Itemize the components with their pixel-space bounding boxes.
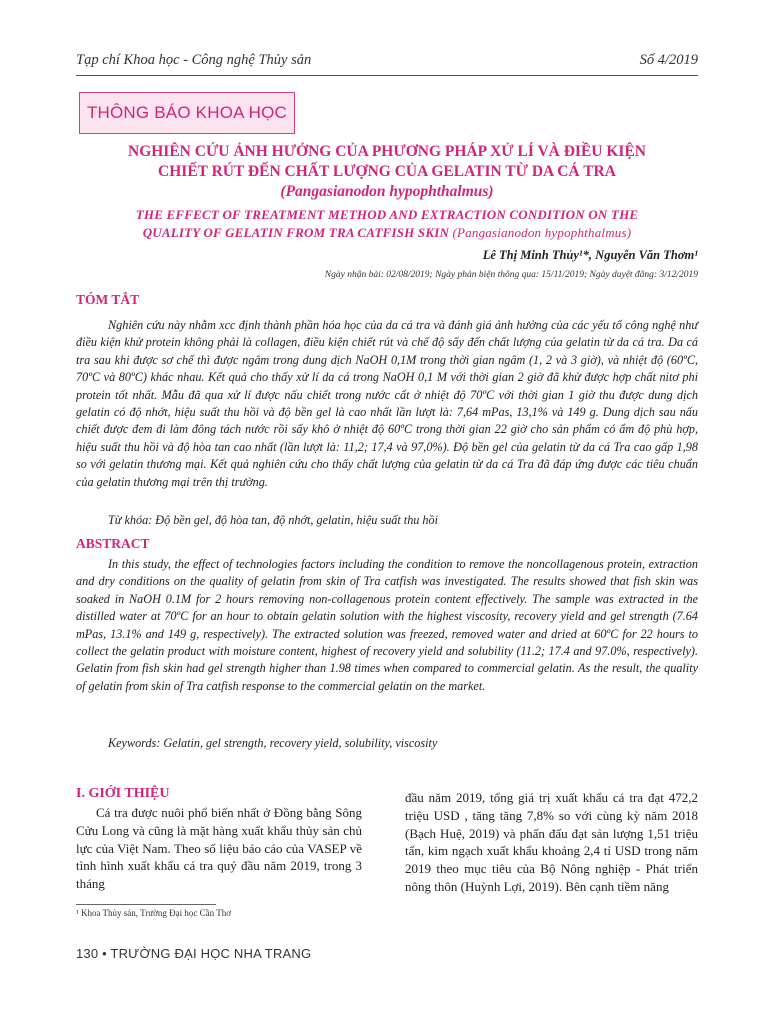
section-label-box bbox=[79, 92, 295, 134]
abstract-vn-text: Nghiên cứu này nhằm xcc định thành phần hóa học của da cá tra và đánh giá ảnh hưởng của các yếu tố công nghệ như điều kiện khử protein không phải là collagen, điều kiện chiết rút và chế độ sấy đến chất lượng của gelatin từ da cá tra. Da cá tra sau khi được sơ chế thì được ngâm trong dung dịch NaOH 0,1M trong thời gian ngâm (1, 2 và 3 giờ), và nhiệt độ (60ºC, 70ºC và 80ºC) khác nhau. Kết quả cho thấy xử lí da cá trong NaOH 0,1 M với thời gian 2 giờ đã khử được hợp chất nitơ phi protein tốt nhất. Mẫu đã qua xử lí được nấu chiết trong nước cất ở nhiệt độ 70ºC với thời gian 1 giờ thu được dung dịch gelatin có độ nhớt, hiệu suất thu hồi và độ bền gel là cao nhất lần lượt là: 7,64 mPas, 13,1% và 149 g. Dung dịch sau nấu chiết được đem đi làm đông tách nước rồi sấy khô ở nhiệt độ 60ºC trong thời gian 22 giờ cho sản phẩm có ẩm độ phù hợp, hiệu suất thu hồi và độ hòa tan cao nhất (lần lượt là: 11,2; 17,4 và 97,0%). Độ bền gel của gelatin từ da cá Tra cao gấp 1,98 so với gelatin thương mại. Kết quả nghiên cứu cho thấy chất lượng của gelatin từ da cá Tra đã đáp ứng được các tiêu chuẩn của gelatin thương mại trên thị trường. bbox=[76, 318, 698, 489]
vn-title-line-1: NGHIÊN CỨU ẢNH HƯỞNG CỦA PHƯƠNG PHÁP XỬ LÍ VÀ ĐIỀU KIỆN bbox=[128, 143, 646, 160]
en-title-species: (Pangasianodon hypophthalmus) bbox=[452, 225, 632, 240]
header-divider bbox=[76, 75, 698, 76]
vietnamese-title bbox=[76, 142, 698, 202]
abstract-vn-heading: TÓM TẮT bbox=[76, 292, 140, 307]
submission-dates: Ngày nhận bài: 02/08/2019; Ngày phản biện thông qua: 15/11/2019; Ngày duyệt đăng: 3/12/2019 bbox=[324, 270, 698, 280]
english-title bbox=[76, 206, 698, 242]
abstract-en-heading: ABSTRACT bbox=[76, 536, 150, 551]
running-header bbox=[76, 52, 698, 74]
page-footer: 130 • TRƯỜNG ĐẠI HỌC NHA TRANG bbox=[76, 946, 312, 961]
abstract-en-text: In this study, the effect of technologies factors including the condition to remove the noncollagenous protein, extraction and dry conditions on the quality of gelatin from skin of Tra catfish was investigated. The results showed that fish skin was soaked in NaOH 0.1M for 2 hours removing non-collagenous protein content effectively. The sample was extracted in the distilled water at 70ºC for an hour to obtain gelatin solution with the highest viscosity, recovery yield and gel strength (7.64 mPas, 13.1% and 149 g, respectively). The extracted solution was freezed, removed water and dried at 60ºC for 22 hours to collect the gelatin product with moisture content, highest of recovery yield and solubility (11.2; 17.4 and 97.0%, respectively). Gelatin from fish skin had gel strength higher than 1.98 times when compared to commercial gelatin. As the result, the quality of gelatin from skin of Tra catfish response to the commercial gelatin on the market. bbox=[76, 557, 698, 693]
en-title-line-2: QUALITY OF GELATIN FROM TRA CATFISH SKIN bbox=[142, 225, 450, 240]
intro-text-left: Cá tra được nuôi phổ biến nhất ở Đồng bằng Sông Cửu Long và cũng là mặt hàng xuất khẩu thủy sản chủ lực của Việt Nam. Theo số liệu báo cáo của VASEP về tình hình xuất khẩu cá tra quý đầu năm 2019, trong 3 tháng bbox=[76, 805, 362, 892]
abstract-en-keywords: Keywords: Gelatin, gel strength, recovery yield, solubility, viscosity bbox=[108, 736, 438, 750]
vn-title-line-2: CHIẾT RÚT ĐẾN CHẤT LƯỢNG CỦA GELATIN TỪ DA CÁ TRA bbox=[158, 163, 616, 180]
journal-name: Tạp chí Khoa học - Công nghệ Thủy sản bbox=[76, 52, 312, 68]
authors: Lê Thị Minh Thủy¹*, Nguyễn Văn Thơm¹ bbox=[482, 248, 698, 262]
abstract-vn-keywords: Từ khóa: Độ bền gel, độ hòa tan, độ nhớt, gelatin, hiệu suất thu hồi bbox=[108, 513, 439, 527]
section-label: THÔNG BÁO KHOA HỌC bbox=[86, 103, 288, 122]
issue-number: Số 4/2019 bbox=[639, 52, 698, 68]
footnote-divider bbox=[76, 904, 216, 905]
intro-heading: I. GIỚI THIỆU bbox=[76, 786, 170, 801]
intro-text-right: đầu năm 2019, tổng giá trị xuất khẩu cá tra đạt 472,2 triệu USD , tăng tăng 7,8% so với cùng kỳ năm 2018 (Bạch Huệ, 2019) và phấn đấu đạt sản lượng 1,51 triệu tấn, kim ngạch xuất khẩu khoảng 2,4 tỉ USD trong năm 2019 theo mục tiêu của Bộ Nông nghiệp - Phát triển nông thôn (Huỳnh Lợi, 2019). Bên cạnh tiềm năng bbox=[405, 790, 698, 894]
intro-column-right bbox=[405, 789, 698, 896]
vn-title-species: (Pangasianodon hypophthalmus) bbox=[280, 183, 494, 200]
intro-column-left bbox=[76, 786, 362, 893]
en-title-line-1: THE EFFECT OF TREATMENT METHOD AND EXTRACTION CONDITION ON THE bbox=[135, 207, 639, 222]
en-title-line-2-wrap bbox=[76, 224, 698, 242]
footnote: ¹ Khoa Thủy sản, Trường Đại học Cần Thơ bbox=[76, 908, 232, 918]
